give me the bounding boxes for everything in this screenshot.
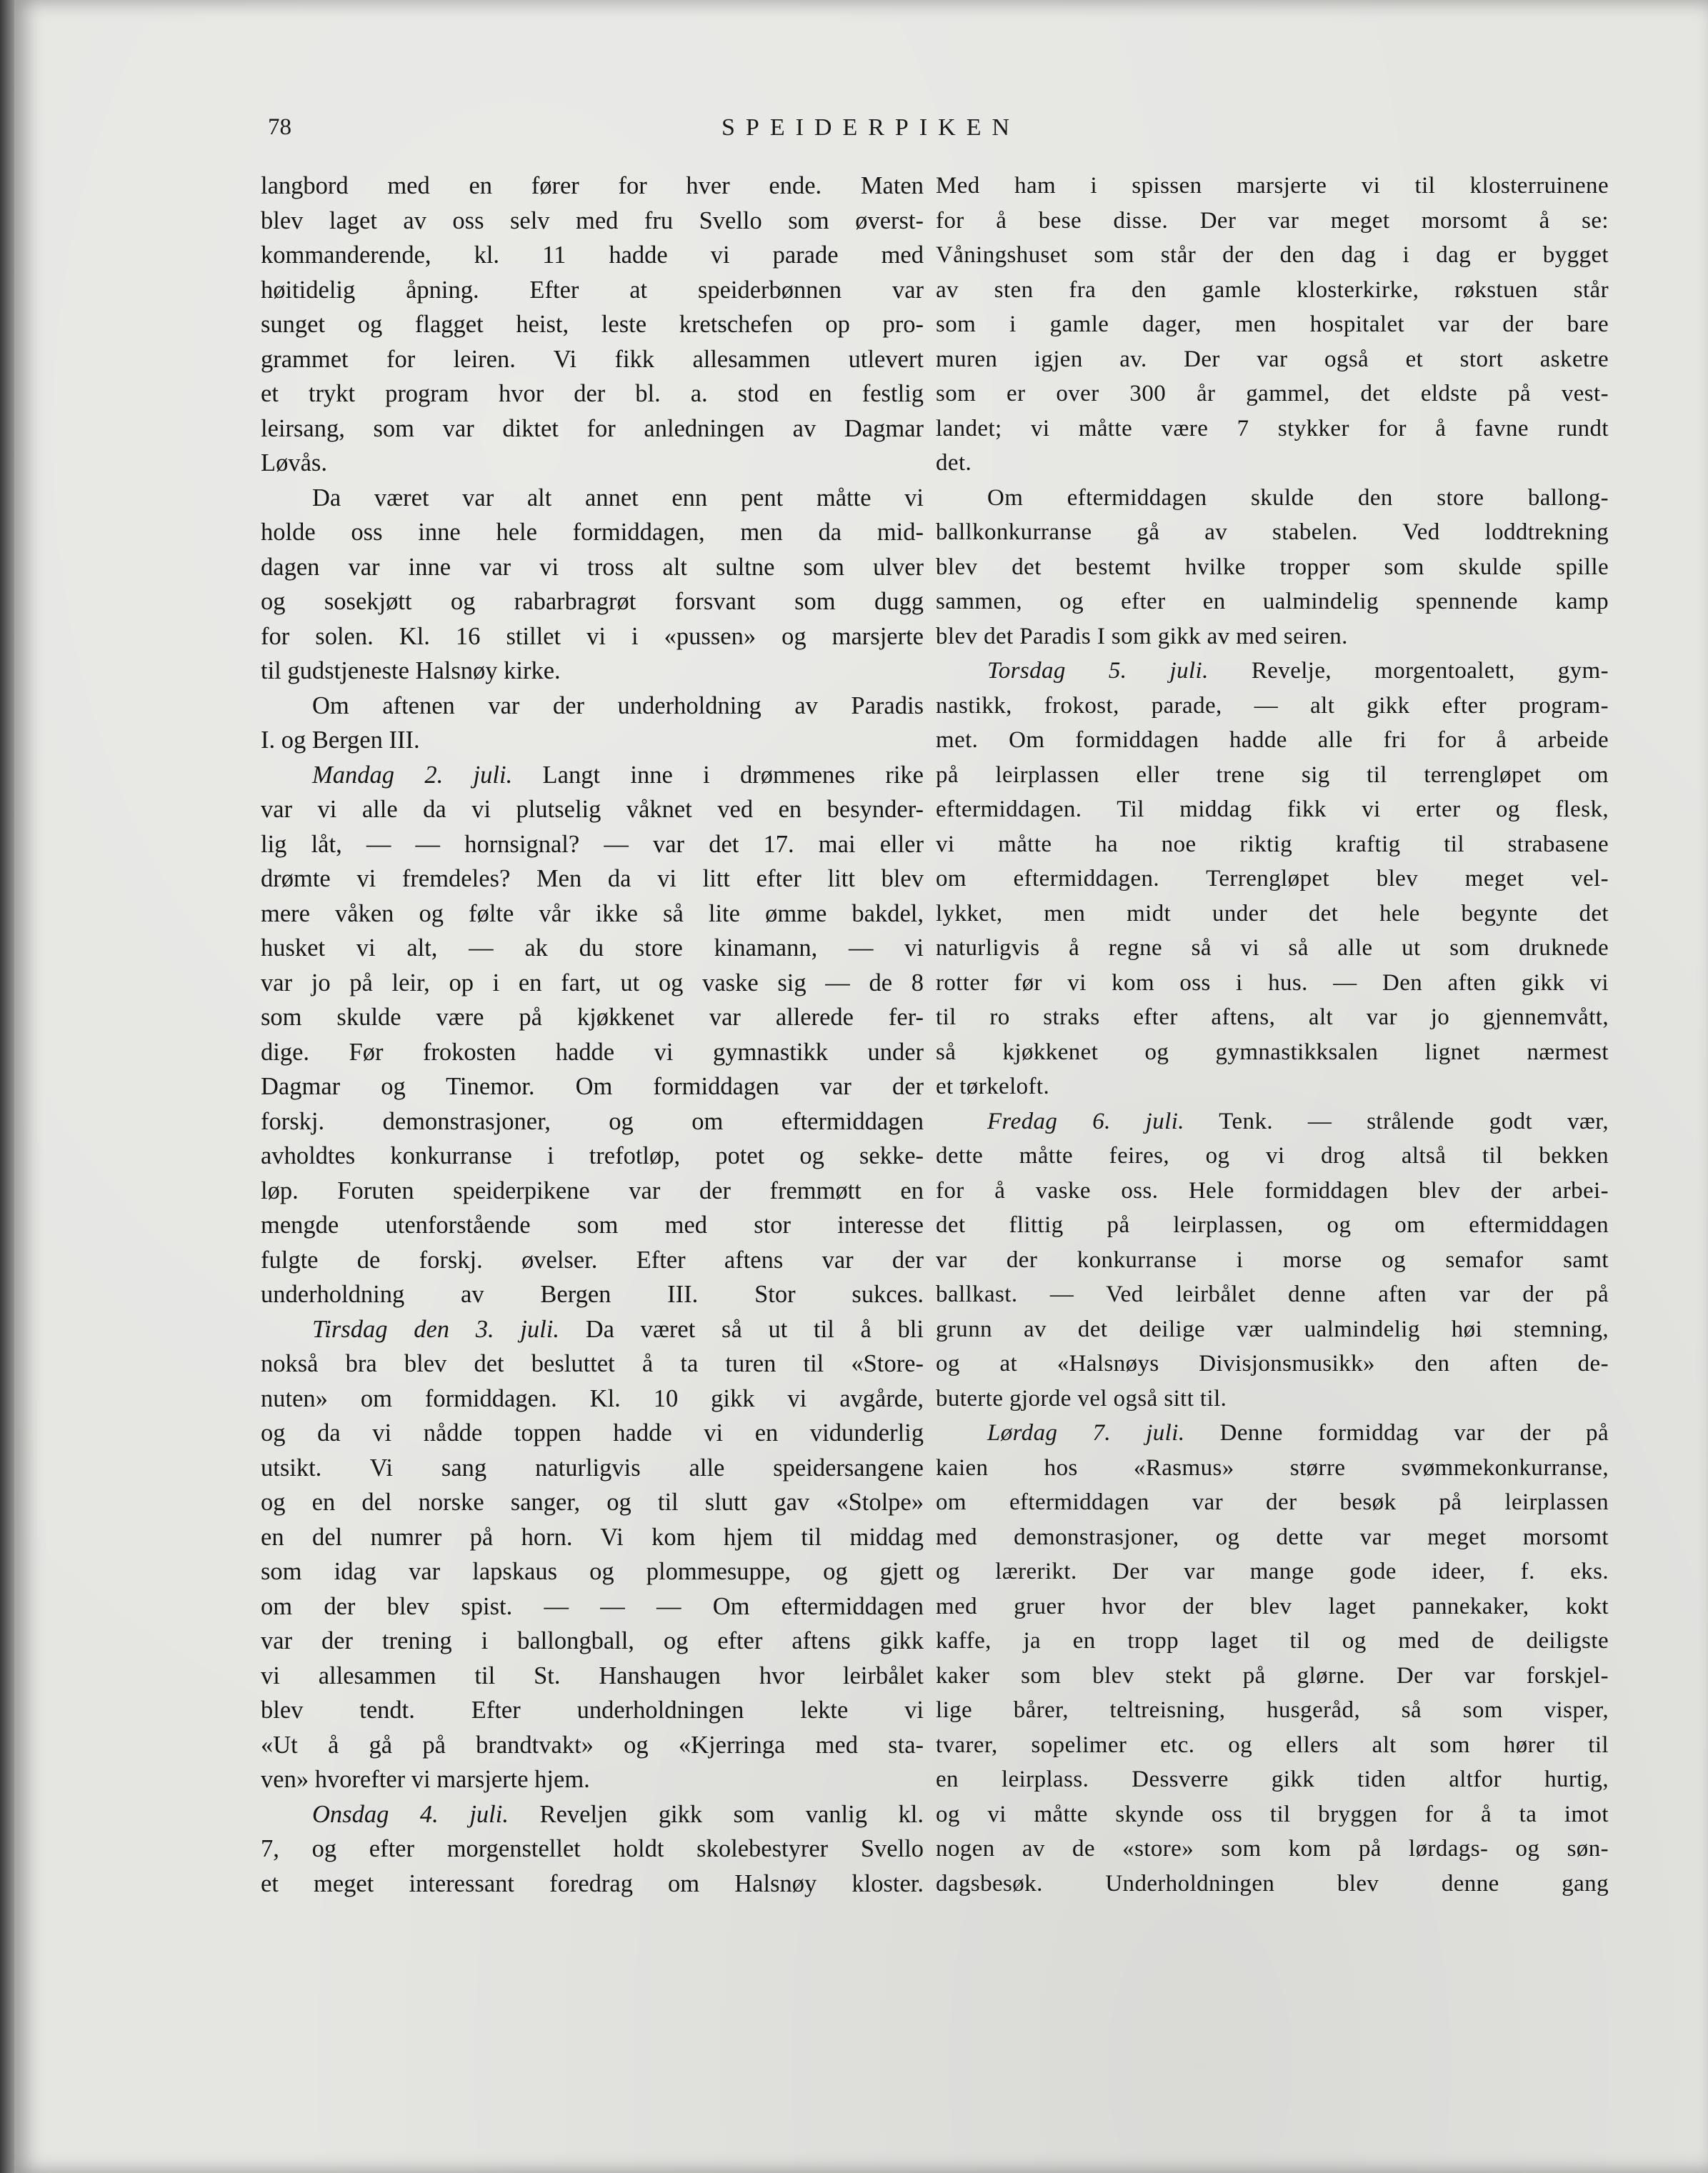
line-text: utsikt. Vi sang naturligvis alle speidersangene bbox=[261, 1454, 924, 1482]
line-text: 7, og efter morgenstellet holdt skolebestyrer Svello bbox=[261, 1835, 924, 1862]
text-line bbox=[936, 446, 1609, 481]
line-text: eftermiddagen. Til middag fikk vi erter og flesk, bbox=[936, 796, 1609, 822]
line-text: et trykt program hvor der bl. a. stod en festlig bbox=[261, 380, 924, 407]
text-line bbox=[261, 1624, 924, 1659]
line-text: var der trening i ballongball, og efter aftens gikk bbox=[261, 1627, 924, 1654]
line-text: og at «Halsnøys Divisjonsmusikk» den aften de- bbox=[936, 1351, 1609, 1377]
entry-date-heading: Tirsdag den 3. juli. bbox=[312, 1315, 559, 1343]
line-text: nuten» om formiddagen. Kl. 10 gikk vi avgårde, bbox=[261, 1384, 924, 1412]
text-line bbox=[261, 1867, 924, 1902]
line-text: I. og Bergen III. bbox=[261, 726, 420, 754]
line-text: ven» hvorefter vi marsjerte hjem. bbox=[261, 1766, 590, 1793]
text-line bbox=[936, 1382, 1609, 1417]
line-text: Langt inne i drømmenes rike bbox=[512, 761, 924, 789]
line-text: og sosekjøtt og rabarbragrøt forsvant som dugg bbox=[261, 588, 924, 615]
line-text: var der konkurranse i morse og semafor samt bbox=[936, 1247, 1609, 1273]
line-text: kaffe, ja en tropp laget til og med de deiligste bbox=[936, 1628, 1609, 1654]
text-line bbox=[261, 376, 924, 411]
line-text: Løvås. bbox=[261, 449, 327, 476]
text-line bbox=[936, 1416, 1609, 1451]
text-line bbox=[936, 1728, 1609, 1763]
text-line bbox=[936, 1208, 1609, 1243]
line-text: om der blev spist. — — — Om eftermiddagen bbox=[261, 1592, 924, 1620]
line-text: Med ham i spissen marsjerte vi til klosterruinene bbox=[936, 173, 1609, 199]
text-line bbox=[261, 1035, 924, 1070]
text-line bbox=[261, 1382, 924, 1417]
text-line bbox=[261, 792, 924, 827]
text-line bbox=[261, 1174, 924, 1209]
text-line bbox=[936, 966, 1609, 1001]
text-line bbox=[261, 273, 924, 308]
line-text: mere våken og følte vår ikke så lite ømme bakdel, bbox=[261, 899, 924, 927]
text-line bbox=[936, 1243, 1609, 1278]
line-text: blev det bestemt hvilke tropper som skulde spille bbox=[936, 554, 1609, 580]
line-text: og da vi nådde toppen hadde vi en vidunderlig bbox=[261, 1419, 924, 1447]
text-line bbox=[936, 1451, 1609, 1486]
text-line bbox=[261, 861, 924, 896]
line-text: på leirplassen eller trene sig til terrengløpet om bbox=[936, 761, 1609, 788]
text-line bbox=[261, 1312, 924, 1347]
text-line bbox=[261, 1589, 924, 1624]
text-line bbox=[936, 1312, 1609, 1347]
text-line bbox=[261, 1139, 924, 1174]
entry-date-heading: Onsdag 4. juli. bbox=[312, 1800, 509, 1828]
line-text: blev det Paradis I som gikk av med seiren. bbox=[936, 623, 1348, 649]
line-text: sunget og flagget heist, leste kretschefen op pro- bbox=[261, 311, 924, 338]
text-line bbox=[936, 550, 1609, 585]
text-line bbox=[261, 204, 924, 239]
line-text: lige bårer, teltreisning, husgeråd, så som visper, bbox=[936, 1697, 1609, 1723]
text-line bbox=[936, 238, 1609, 273]
text-line bbox=[936, 861, 1609, 896]
text-line bbox=[936, 1035, 1609, 1070]
line-text: nokså bra blev det besluttet å ta turen til «Store- bbox=[261, 1350, 924, 1377]
line-text: landet; vi måtte være 7 stykker for å favne rundt bbox=[936, 415, 1609, 441]
text-line bbox=[261, 1659, 924, 1694]
text-line bbox=[261, 1347, 924, 1382]
line-text: og en del norske sanger, og til slutt gav «Stolpe» bbox=[261, 1489, 924, 1516]
text-line bbox=[936, 689, 1609, 724]
text-line bbox=[261, 1243, 924, 1278]
line-text: med demonstrasjoner, og dette var meget morsomt bbox=[936, 1524, 1609, 1550]
line-text: rotter før vi kom oss i hus. — Den aften gikk vi bbox=[936, 969, 1609, 996]
line-text: høitidelig åpning. Efter at speiderbønnen var bbox=[261, 276, 924, 304]
line-text: var jo på leir, op i en fart, ut og vaske sig — de 8 bbox=[261, 969, 924, 996]
line-text: lykket, men midt under det hele begynte det bbox=[936, 900, 1609, 926]
line-text: løp. Foruten speiderpikene var der fremmøtt en bbox=[261, 1177, 924, 1204]
text-line bbox=[261, 411, 924, 446]
text-line bbox=[261, 896, 924, 931]
text-line bbox=[936, 1485, 1609, 1520]
text-line bbox=[261, 1000, 924, 1035]
text-line bbox=[261, 584, 924, 619]
text-line bbox=[936, 1104, 1609, 1139]
text-line bbox=[936, 342, 1609, 377]
line-text: grammet for leiren. Vi fikk allesammen utlevert bbox=[261, 345, 924, 373]
line-text: en leirplass. Dessverre gikk tiden altfor hurtig, bbox=[936, 1767, 1609, 1792]
line-text: for å vaske oss. Hele formiddagen blev der arbei- bbox=[936, 1177, 1609, 1204]
text-line bbox=[936, 1347, 1609, 1382]
text-line bbox=[936, 307, 1609, 342]
line-text: for å bese disse. Der var meget morsomt å se: bbox=[936, 207, 1609, 234]
line-text: dagen var inne var vi tross alt sultne som ulver bbox=[261, 553, 924, 581]
text-line bbox=[936, 931, 1609, 966]
line-text: og vi måtte skynde oss til bryggen for å ta imot bbox=[936, 1801, 1609, 1827]
text-line bbox=[936, 723, 1609, 758]
text-line bbox=[936, 169, 1609, 204]
line-text: kaker som blev stekt på glørne. Der var forskjel- bbox=[936, 1662, 1609, 1689]
text-line bbox=[261, 1728, 924, 1763]
text-line bbox=[936, 758, 1609, 793]
magazine-page bbox=[14, 0, 1708, 2173]
text-line bbox=[261, 1104, 924, 1139]
line-text: et meget interessant foredrag om Halsnøy kloster. bbox=[261, 1869, 924, 1897]
line-text: til gudstjeneste Halsnøy kirke. bbox=[261, 657, 561, 684]
line-text: Om aftenen var der underholdning av Paradis bbox=[312, 691, 924, 719]
text-line bbox=[261, 931, 924, 966]
line-text: til ro straks efter aftens, alt var jo gjennemvått, bbox=[936, 1004, 1609, 1030]
text-line bbox=[261, 238, 924, 273]
page-number: 78 bbox=[268, 114, 291, 140]
text-line bbox=[936, 204, 1609, 239]
line-text: sammen, og efter en ualmindelig spennende kamp bbox=[936, 589, 1609, 614]
text-line bbox=[261, 827, 924, 862]
text-line bbox=[936, 1624, 1609, 1659]
line-text: Dagmar og Tinemor. Om formiddagen var der bbox=[261, 1073, 924, 1100]
entry-date-heading: Mandag 2. juli. bbox=[312, 761, 513, 789]
line-text: grunn av det deilige vær ualmindelig høi stemning, bbox=[936, 1316, 1609, 1342]
line-text: kommanderende, kl. 11 hadde vi parade med bbox=[261, 241, 924, 269]
text-line bbox=[936, 376, 1609, 411]
text-line bbox=[261, 169, 924, 204]
line-text: avholdtes konkurranse i trefotløp, potet og sekke- bbox=[261, 1142, 924, 1169]
text-line bbox=[936, 1693, 1609, 1728]
line-text: Denne formiddag var der på bbox=[1184, 1420, 1609, 1446]
text-line bbox=[261, 1208, 924, 1243]
text-line bbox=[261, 446, 924, 481]
text-line bbox=[261, 1554, 924, 1589]
text-line bbox=[261, 1069, 924, 1104]
line-text: som skulde være på kjøkkenet var allerede fer- bbox=[261, 1004, 924, 1031]
text-line bbox=[936, 1554, 1609, 1589]
text-line bbox=[261, 689, 924, 724]
line-text: Da været var alt annet enn pent måtte vi bbox=[312, 484, 924, 511]
line-text: langbord med en fører for hver ende. Maten bbox=[261, 172, 924, 199]
running-title: SPEIDERPIKEN bbox=[721, 114, 1021, 141]
line-text: met. Om formiddagen hadde alle fri for å arbeide bbox=[936, 727, 1609, 753]
text-line bbox=[936, 1000, 1609, 1035]
text-line bbox=[936, 1659, 1609, 1694]
line-text: underholdning av Bergen III. Stor sukces. bbox=[261, 1281, 924, 1308]
line-text: blev tendt. Efter underholdningen lekte vi bbox=[261, 1697, 924, 1724]
line-text: Revelje, morgentoalett, gym- bbox=[1208, 658, 1609, 684]
text-line bbox=[261, 1485, 924, 1520]
text-line bbox=[936, 1139, 1609, 1174]
text-line bbox=[261, 1451, 924, 1486]
text-line bbox=[936, 1277, 1609, 1312]
text-line bbox=[936, 1069, 1609, 1104]
line-text: fulgte de forskj. øvelser. Efter aftens var der bbox=[261, 1246, 924, 1274]
text-line bbox=[261, 1277, 924, 1312]
line-text: forskj. demonstrasjoner, og om eftermiddagen bbox=[261, 1107, 924, 1135]
text-line bbox=[936, 1832, 1609, 1867]
text-line bbox=[936, 1797, 1609, 1832]
text-line bbox=[261, 1416, 924, 1451]
line-text: husket vi alt, — ak du store kinamann, — vi bbox=[261, 934, 924, 961]
line-text: med gruer hvor der blev laget pannekaker, kokt bbox=[936, 1593, 1609, 1619]
line-text: buterte gjorde vel også sitt til. bbox=[936, 1385, 1227, 1412]
line-text: for solen. Kl. 16 stillet vi i «pussen» og marsjerte bbox=[261, 622, 924, 650]
line-text: Da været så ut til å bli bbox=[559, 1315, 924, 1343]
left-text-column bbox=[261, 169, 924, 1901]
line-text: mengde utenforstående som med stor interesse bbox=[261, 1212, 924, 1239]
text-line bbox=[936, 584, 1609, 619]
text-line bbox=[261, 1520, 924, 1555]
line-text: leirsang, som var diktet for anledningen av Dagmar bbox=[261, 414, 924, 442]
line-text: et tørkeloft. bbox=[936, 1074, 1050, 1099]
text-line bbox=[936, 1589, 1609, 1624]
line-text: som idag var lapskaus og plommesuppe, og gjett bbox=[261, 1558, 924, 1585]
line-text: som er over 300 år gammel, det eldste på vest- bbox=[936, 381, 1609, 406]
line-text: av sten fra den gamle klosterkirke, røkstuen står bbox=[936, 276, 1609, 303]
text-line bbox=[936, 896, 1609, 931]
line-text: og lærerikt. Der var mange gode ideer, f. eks. bbox=[936, 1559, 1609, 1584]
text-line bbox=[261, 619, 924, 654]
line-text: ballkast. — Ved leirbålet denne aften var der på bbox=[936, 1282, 1609, 1307]
line-text: om eftermiddagen var der besøk på leirplassen bbox=[936, 1489, 1609, 1515]
line-text: vi allesammen til St. Hanshaugen hvor leirbålet bbox=[261, 1662, 924, 1689]
text-line bbox=[261, 307, 924, 342]
line-text: så kjøkkenet og gymnastikksalen lignet nærmest bbox=[936, 1039, 1609, 1065]
text-line bbox=[261, 723, 924, 758]
text-line bbox=[261, 481, 924, 516]
line-text: kaien hos «Rasmus» større svømmekonkurranse, bbox=[936, 1454, 1609, 1481]
entry-date-heading: Lørdag 7. juli. bbox=[987, 1420, 1185, 1446]
line-text: muren igjen av. Der var også et stort asketre bbox=[936, 346, 1609, 372]
line-text: nastikk, frokost, parade, — alt gikk efter program- bbox=[936, 692, 1609, 719]
line-text: dette måtte feires, og vi drog altså til bekken bbox=[936, 1143, 1609, 1169]
line-text: naturligvis å regne så vi så alle ut som druknede bbox=[936, 935, 1609, 961]
text-line bbox=[936, 1174, 1609, 1209]
text-line bbox=[936, 792, 1609, 827]
entry-date-heading: Fredag 6. juli. bbox=[987, 1108, 1184, 1134]
text-line bbox=[936, 654, 1609, 689]
text-line bbox=[261, 654, 924, 689]
line-text: som i gamle dager, men hospitalet var der bare bbox=[936, 311, 1609, 337]
line-text: drømte vi fremdeles? Men da vi litt efter litt blev bbox=[261, 865, 924, 892]
text-line bbox=[936, 273, 1609, 308]
text-line bbox=[261, 1762, 924, 1797]
entry-date-heading: Torsdag 5. juli. bbox=[987, 658, 1209, 684]
text-line bbox=[936, 1520, 1609, 1555]
line-text: Om eftermiddagen skulde den store ballong- bbox=[987, 484, 1609, 511]
line-text: «Ut å gå på brandtvakt» og «Kjerringa med sta- bbox=[261, 1731, 924, 1759]
line-text: Reveljen gikk som vanlig kl. bbox=[508, 1800, 924, 1828]
line-text: det flittig på leirplassen, og om eftermiddagen bbox=[936, 1212, 1609, 1238]
text-line bbox=[936, 481, 1609, 516]
line-text: var vi alle da vi plutselig våknet ved en besynder- bbox=[261, 796, 924, 823]
text-line bbox=[936, 827, 1609, 862]
text-line bbox=[261, 515, 924, 550]
text-line bbox=[261, 1832, 924, 1867]
text-line bbox=[261, 342, 924, 377]
line-text: holde oss inne hele formiddagen, men da mid- bbox=[261, 519, 924, 546]
text-line bbox=[261, 1693, 924, 1728]
text-line bbox=[936, 515, 1609, 550]
text-line bbox=[261, 758, 924, 793]
line-text: lig låt, — — hornsignal? — var det 17. mai eller bbox=[261, 830, 924, 858]
line-text: dagsbesøk. Underholdningen blev denne gang bbox=[936, 1870, 1609, 1897]
text-line bbox=[936, 619, 1609, 654]
line-text: nogen av de «store» som kom på lørdags- og søn- bbox=[936, 1836, 1609, 1862]
line-text: Våningshuset som står der den dag i dag er bygget bbox=[936, 242, 1609, 268]
text-line bbox=[261, 966, 924, 1001]
text-line bbox=[936, 1867, 1609, 1902]
line-text: om eftermiddagen. Terrengløpet blev meget vel- bbox=[936, 866, 1609, 891]
right-text-column bbox=[936, 169, 1609, 1901]
text-line bbox=[936, 1762, 1609, 1797]
text-line bbox=[261, 1797, 924, 1832]
text-line bbox=[261, 550, 924, 585]
text-line bbox=[936, 411, 1609, 446]
line-text: det. bbox=[936, 450, 972, 476]
line-text: dige. Før frokosten hadde vi gymnastikk under bbox=[261, 1038, 924, 1066]
line-text: tvarer, sopelimer etc. og ellers alt som hører til bbox=[936, 1732, 1609, 1758]
line-text: ballkonkurranse gå av stabelen. Ved loddtrekning bbox=[936, 519, 1609, 545]
line-text: blev laget av oss selv med fru Svello som øverst- bbox=[261, 206, 924, 234]
line-text: vi måtte ha noe riktig kraftig til strabasene bbox=[936, 831, 1609, 857]
line-text: Tenk. — strålende godt vær, bbox=[1184, 1108, 1609, 1134]
line-text: en del numrer på horn. Vi kom hjem til middag bbox=[261, 1523, 924, 1551]
